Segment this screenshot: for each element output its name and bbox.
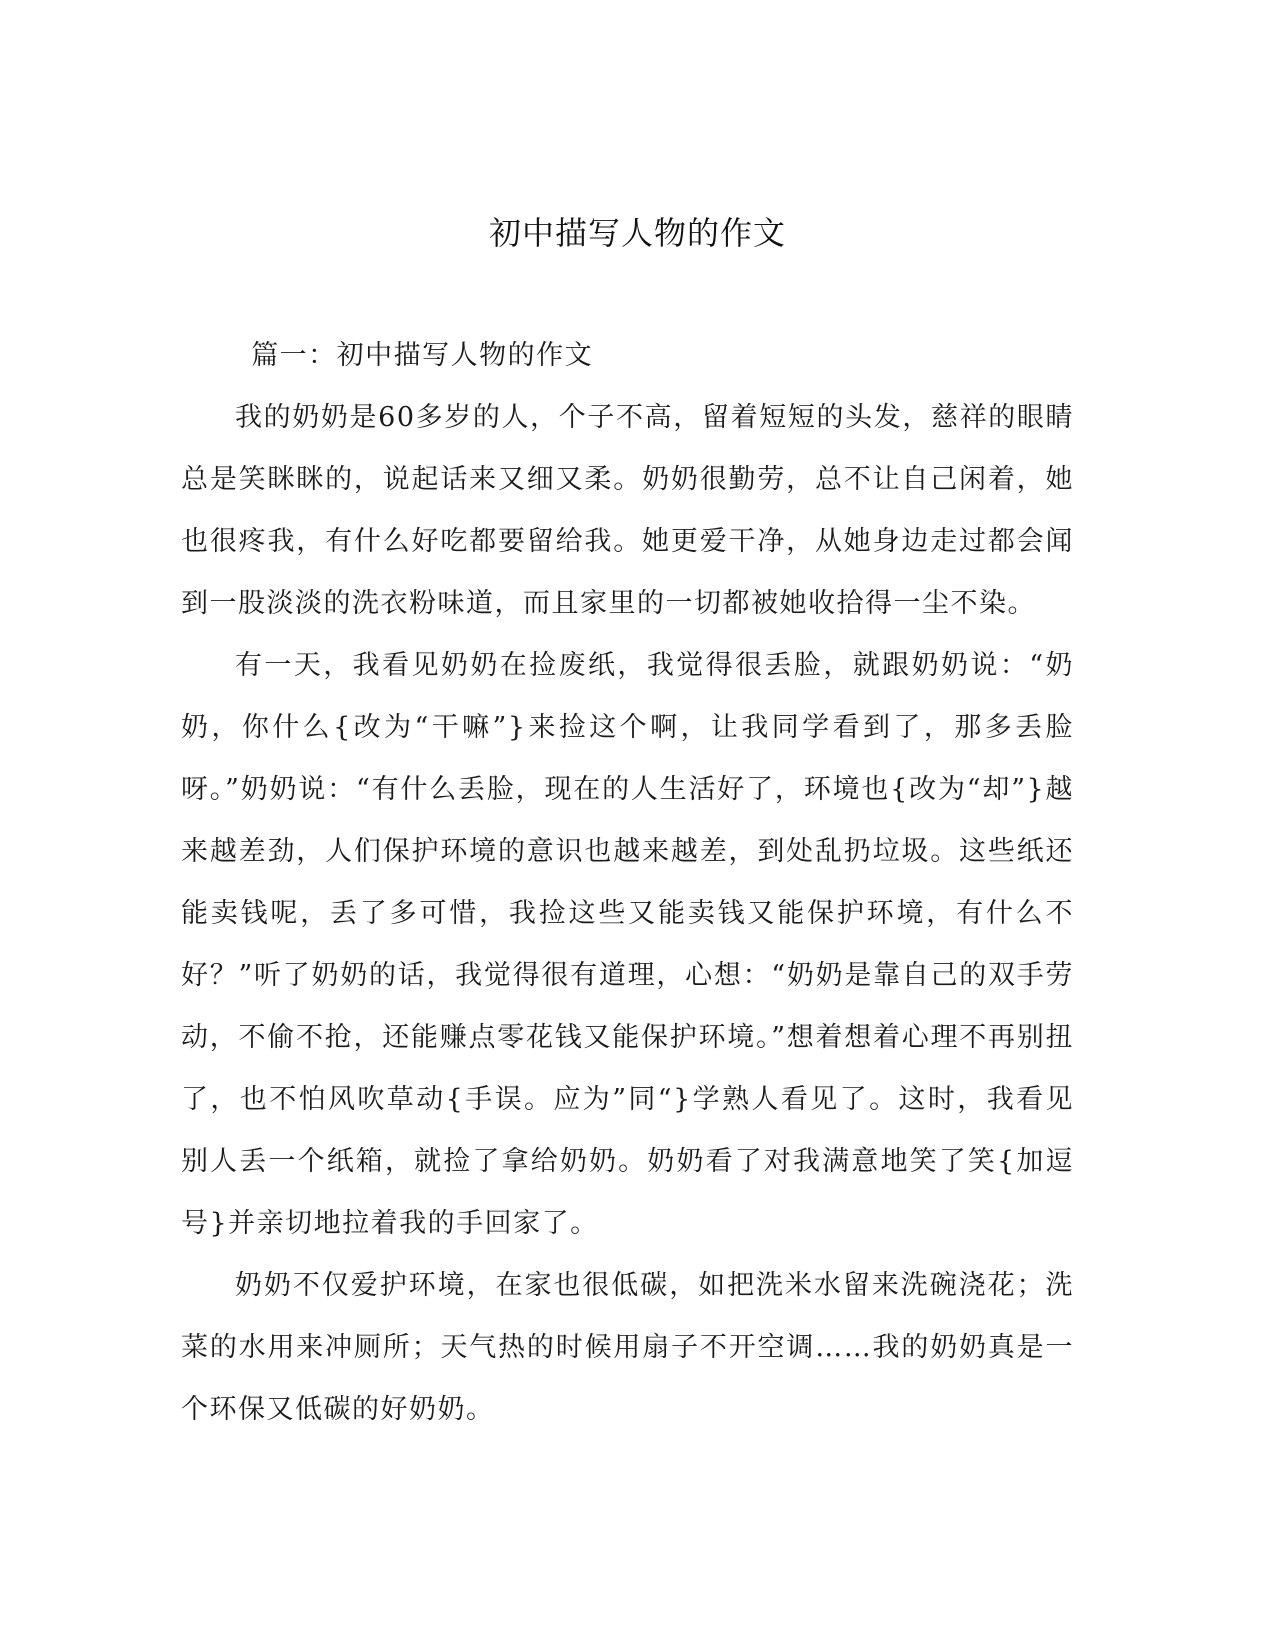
document-title: 初中描写人物的作文: [488, 214, 786, 252]
paragraph-3: 奶奶不仅爱护环境，在家也很低碳，如把洗米水留来洗碗浇花；洗菜的水用来冲厕所；天气热的时候用扇子不开空调……我的奶奶真是一个环保又低碳的好奶奶。: [181, 1270, 1074, 1425]
document-body: [181, 325, 1074, 1441]
paragraph-1: 我的奶奶是60多岁的人，个子不高，留着短短的头发，慈祥的眼睛总是笑眯眯的，说起话来又细又柔。奶奶很勤劳，总不让自己闲着，她也很疼我，有什么好吃都要留给我。她更爱干净，从她身边走过都会闻到一股淡淡的洗衣粉味道，而且家里的一切都被她收拾得一尘不染。: [181, 402, 1074, 619]
section-heading: 篇一：初中描写人物的作文: [251, 340, 594, 371]
paragraph-2: 有一天，我看见奶奶在捡废纸，我觉得很丢脸，就跟奶奶说：“奶奶，你什么{改为“干嘛”}来捡这个啊，让我同学看到了，那多丢脸呀。”奶奶说：“有什么丢脸，现在的人生活好了，环境也{改为“却”}越来越差劲，人们保护环境的意识也越来越差，到处乱扔垃圾。这些纸还能卖钱呢，丢了多可惜，我捡这些又能卖钱又能保护环境，有什么不好？”听了奶奶的话，我觉得很有道理，心想：“奶奶是靠自己的双手劳动，不偷不抢，还能赚点零花钱又能保护环境。”想着想着心理不再别扭了，也不怕风吹草动{手误。应为”同“}学熟人看见了。这时，我看见别人丢一个纸箱，就捡了拿给奶奶。奶奶看了对我满意地笑了笑{加逗号}并亲切地拉着我的手回家了。: [181, 650, 1074, 1239]
